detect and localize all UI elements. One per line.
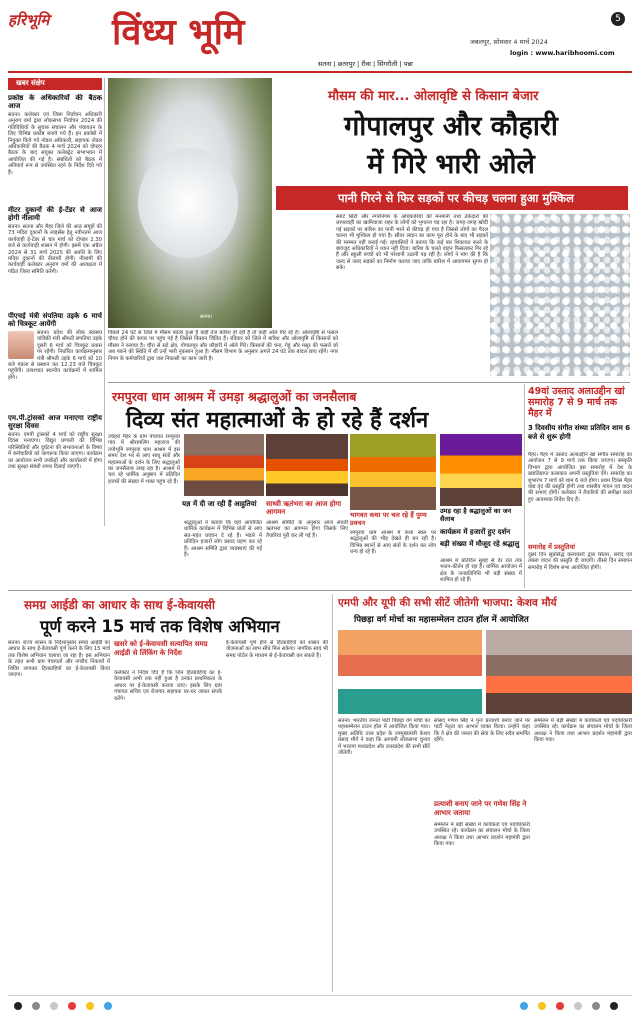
sidebar-item-head: मीटर दुकानों की ई-टेंडर से आज होगी नीलामी bbox=[8, 206, 102, 222]
sidebar-item bbox=[8, 94, 102, 204]
bjp-col-1: सतना। भारतीय जनता पार्टी पिछड़ा वर्ग मोर्चा का महासम्मेलन टाउन हॉल में आयोजित किया गया। मुख्य अतिथि उत्तर प्रदेश के उपमुख्यमंत्री केशव प्रसाद मौर्य ने कहा कि आगामी लोकसभा चुनाव में भाजपा मध्यप्रदेश और उत्तरप्रदेश की सभी सीटें जीतेगी। bbox=[338, 718, 430, 757]
sidebar-item-head: एम.पी.ट्रांसको आज मनाएगा राष्ट्रीय सुरक्षा दिवस bbox=[8, 414, 102, 430]
ashram-crowd-photo-2 bbox=[266, 434, 348, 496]
photo-credit: सतना। bbox=[200, 314, 213, 320]
ashram-col-1-text: उचेहरा मैहर के ग्राम पंचायत रमपुरवा गांव में श्रीरामलिंग महाराज की तपोभूमि रमपुरवा धाम आश्रम में इस समय देश भर से आए साधु संतों और महात्माओं के दर्शन के लिए श्रद्धालुओं का जनसैलाब उमड़ रहा है। आश्रम में चल रहे धार्मिक अनुष्ठान में प्रतिदिन हजारों की संख्या में भक्त पहुंच रहे हैं। bbox=[108, 434, 180, 485]
color-dot bbox=[32, 1002, 40, 1010]
sidebar-divider bbox=[104, 78, 105, 526]
masthead-title: विंध्य भूमि bbox=[112, 12, 245, 53]
festival-headline: 49वां उस्ताद अलाउद्दीन खां समारोह 7 से 9 मार्च तक मैहर में bbox=[528, 386, 625, 419]
festival-body: मैहर। मैहर में उस्ताद अलाउद्दीन खां संगीत समारोह का आयोजन 7 से 9 मार्च तक किया जाएगा। संस्कृति विभाग द्वारा आयोजित इस समारोह में देश के ख्यातिप्राप्त कलाकार अपनी प्रस्तुतियां देंगे। समारोह का शुभारंभ 7 मार्च को शाम 6 बजे होगा। प्रथम दिवस मैहर वाद्य वृंद की प्रस्तुति होगी तथा शास्त्रीय गायन एवं वादन की सभाएं होंगी। कलेक्टर ने तैयारियों की समीक्षा करते हुए आवश्यक निर्देश दिए हैं। bbox=[528, 452, 632, 503]
ashram-headline: दिव्य संत महात्माओं के हो रहे हैं दर्शन bbox=[126, 408, 429, 433]
news-brief-header-label: खबर संक्षेप bbox=[16, 79, 45, 87]
ekyc-col-1: सतना। राज्य शासन के निर्देशानुसार समग्र आईडी का आधार के साथ ई-केवायसी पूर्ण करने के लिए 15 मार्च तक विशेष अभियान चलाया जा रहा है। इस अभियान के तहत सभी ग्राम पंचायतों और नगरीय निकायों में शिविर लगाकर हितग्राहियों का ई-केवायसी किया जाएगा। bbox=[8, 640, 110, 679]
sidebar-item-head: पीएचई मंत्री संपतिया उइके 6 मार्च को चित्रकूट आयेंगी bbox=[8, 312, 102, 328]
sidebar-item-body: सतना। सतना और मैहर जिले की आठ समूहों की 73 मदिरा दुकानों के लाइसेंस हेतु नवीनतम आज कार्यवाही ई-टेंडर से चार मार्च को दोपहर 2.30 बजे से कार्यवाही शासन में होगी। इसमें एक अप्रैल 2024 से 31 मार्च 2025 की अवधि के लिए मदिरा दुकानों की नीलामी होगी। नीलामी की कार्यवाही कलेक्टर अनुराग वर्मा की अध्यक्षता में गठित जिला समिति करेगी। bbox=[8, 224, 102, 275]
ekyc-subhead: खसरे को ई-केवायसी सत्यापित समग्र आईडी से लिंकिंग के निर्देश bbox=[114, 640, 208, 657]
festival-body-2: दूसरे दिन सुप्रसिद्ध कलाकारों द्वारा सितार, सरोद एवं तबला वादन की प्रस्तुति दी जाएगी। तीसरे दिन समापन समारोह में विशेष सभा आयोजित होगी। bbox=[528, 552, 632, 571]
ashram-col-3: आश्रम समिति के अनुसार आज साध्वी ऋतंभरा का आगमन होगा जिसके लिए तैयारियां पूरी कर ली गई हैं। bbox=[266, 520, 348, 539]
color-dot bbox=[574, 1002, 582, 1010]
ashram-kicker: रमपुरवा धाम आश्रम में उमड़ा श्रद्धालुओं का जनसैलाब bbox=[112, 389, 357, 404]
color-dot bbox=[610, 1002, 618, 1010]
ashram-col-4: रमपुरवा धाम आश्रम में कथा स्थल पर श्रद्धालुओं की भीड़ देखते ही बन रही है। विभिन्न स्थानों से आए संतों के दर्शन कर लोग धन्य हो रहे हैं। bbox=[350, 530, 436, 556]
hailstones-in-hand-photo bbox=[108, 78, 272, 328]
site-url: login : www.haribhoomi.com bbox=[510, 49, 615, 57]
section-rule bbox=[108, 382, 630, 383]
lead-headline bbox=[276, 108, 626, 184]
color-dot bbox=[556, 1002, 564, 1010]
ashram-gathering-photo bbox=[350, 434, 436, 510]
bjp-col-2: सांसद गणेश सिंह ने पुनः प्रत्याशी बनाए जाने पर पार्टी नेतृत्व का आभार व्यक्त किया। उन्होंने कहा कि वे क्षेत्र की जनता की सेवा के लिए सदैव समर्पित रहेंगे। bbox=[434, 718, 530, 744]
ashram-col-1 bbox=[108, 434, 180, 524]
color-dot bbox=[538, 1002, 546, 1010]
sidebar-item-body: सतना। कलेक्टर एवं जिला निर्वाचन अधिकारी अनुराग वर्मा द्वारा लोकसभा निर्वाचन 2024 की गतिविधियों के सुचारु संचालन और पंचायतन के लिए विभिन्न प्रकोष्ठ बनाये गये हैं। इन प्रकोष्ठों में नियुक्त किये गये नोडल अधिकारी, सहायक नोडल अधिकारियों की बैठक 4 मार्च 2024 को दोपहर बैठक के बाद संयुक्त कलेक्ट्रेट सभाभवन में आयोजित की गई है। संबंधितों को बैठक में अनिवार्य रूप से उपस्थित रहने के निर्देश दिये गये हैं। bbox=[8, 112, 102, 176]
ashram-devotees-photo bbox=[440, 434, 522, 506]
ekyc-kicker: समग्र आईडी का आधार के साथ ई-केवायसी bbox=[24, 598, 215, 612]
ekyc-headline: पूर्ण करने 15 मार्च तक विशेष अभियान bbox=[40, 617, 280, 636]
bjp-col-3: सम्मेलन में बड़ी संख्या में कार्यकर्ता एवं पदाधिकारी उपस्थित रहे। कार्यक्रम का संचालन मोर्चा के जिला अध्यक्ष ने किया तथा आभार प्रदर्शन महामंत्री द्वारा किया गया। bbox=[534, 718, 632, 744]
registration-dots-left bbox=[14, 1002, 112, 1010]
color-dot bbox=[50, 1002, 58, 1010]
audience-photo bbox=[486, 630, 632, 714]
ekyc-col-2: कलेक्टर ने निर्देश दिए हैं कि जिन हितग्राहियों का ई-केवायसी अभी तक नहीं हुआ है उनका प्राथमिकता के आधार पर ई-केवायसी कराया जाए। इसके लिए ग्राम पंचायत सचिव एवं रोजगार सहायक घर-घर जाकर संपर्क करेंगे। bbox=[114, 670, 222, 702]
stage-leaders-photo bbox=[338, 630, 482, 714]
minister-portrait bbox=[8, 331, 34, 359]
color-dot bbox=[520, 1002, 528, 1010]
ashram-col-5: आश्रम में प्रतिदिन सुबह से देर रात तक भजन-कीर्तन हो रहा है। धार्मिक आयोजन में क्षेत्र के जनप्रतिनिधि भी बड़ी संख्या में शामिल हो रहे हैं। bbox=[440, 558, 522, 584]
ashram-crowd-photo-1 bbox=[184, 434, 264, 496]
color-dot bbox=[592, 1002, 600, 1010]
ashram-subhead-4: बड़ी संख्या में मौजूद रहे श्रद्धालु bbox=[440, 540, 520, 548]
lead-kicker: मौसम की मार... ओलावृष्टि से किसान बेजार bbox=[328, 89, 539, 104]
ashram-caption-2: उमड़ रहा है श्रद्धालुओं का जन सैलाब bbox=[440, 507, 512, 523]
footer-rule bbox=[8, 995, 632, 996]
lead-body-left: पिछले 24 घंटे से जिले में मौसम बदला हुआ है कहीं तेज बारिश हो रही है तो कहीं ओले गिर रहे हैं। ओलावृष्टि से फसल चौपट होने की कगार पर पहुंच गई है जिससे किसान चिंतित हैं। रविवार को जिले में बारिश और ओलावृष्टि से किसानों को मौसम ने रुलाया है। चौरा से सटे क्षेत्र, गोपालपुर और कौहारी में ओले गिरे। किसानों की चना, गेहूं और मसूर की फसलें जो अब पकने की स्थिति में थीं उन्हें भारी नुकसान हुआ है। मौसम विभाग के अनुसार अगले 24 घंटे तक बादल छाए रहेंगे। नगर निगम के कर्मचारियों द्वारा जल निकासी का काम जारी है। bbox=[108, 330, 338, 362]
ashram-caption-1: भागवत कथा पर चल रहे हैं पुण्य प्रवचन bbox=[350, 511, 427, 527]
page-number: 5 bbox=[611, 12, 625, 26]
ekyc-col-3: ई-केवायसी पूर्ण होने से हितग्राहियों को शासन की योजनाओं का लाभ सीधे मिल सकेगा। नागरिक स्वयं भी समग्र पोर्टल के माध्यम से ई-केवायसी कर सकते हैं। bbox=[226, 640, 328, 659]
sidebar-item bbox=[8, 312, 102, 410]
haribhoomi-logo: हरिभूमि bbox=[8, 11, 50, 29]
sidebar-item-head: प्रकोष्ठ के अधिकारियों की बैठक आज bbox=[8, 94, 102, 110]
sidebar-item bbox=[8, 206, 102, 310]
festival-subhead-2: समारोह में प्रस्तुतियां bbox=[528, 543, 575, 551]
lead-body-right: स्मार्ट सिटी और नगरनिगम के अधिकारियों की मनमानी तथा ठेकेदारों की लापरवाही का खामियाजा शहर के लोगों को भुगतना पड़ रहा है। जगह-जगह खोदी गई सड़कों पर बारिश का पानी भरने से कीचड़ हो गया है जिससे लोगों का पैदल चलना भी मुश्किल हो गया है। सीवर लाइन का काम पूरा होने के बाद भी सड़कों की मरम्मत नहीं कराई गई। रहवासियों ने बताया कि कई बार शिकायत करने के बावजूद अधिकारियों ने ध्यान नहीं दिया। बारिश के चलते वाहन फिसलकर गिर रहे हैं और स्कूली बच्चों को भी परेशानी उठानी पड़ रही है। लोगों ने मांग की है कि जल्द से जल्द सड़कों का निर्माण कराया जाए ताकि बारिश में आवागमन सुगम हो सके। bbox=[336, 214, 488, 272]
ashram-subhead-1: यज्ञ में दी जा रही हैं आहुतियां bbox=[182, 500, 257, 508]
lead-subhead: पानी गिरने से फिर सड़कों पर कीचड़ चलना हुआ मुश्किल bbox=[338, 191, 574, 205]
dateline: जबलपुर, सोमवार 4 मार्च 2024 bbox=[470, 38, 548, 46]
masthead-rule bbox=[8, 71, 632, 73]
bjp-col-2b: सम्मेलन में बड़ी संख्या में कार्यकर्ता एवं पदाधिकारी उपस्थित रहे। कार्यक्रम का संचालन मोर्चा के जिला अध्यक्ष ने किया तथा आभार प्रदर्शन महामंत्री द्वारा किया गया। bbox=[434, 822, 530, 848]
hail-on-ground-photo bbox=[490, 214, 630, 376]
color-dot bbox=[86, 1002, 94, 1010]
bjp-subhead-2: प्रत्याशी बनाए जाने पर गणेश सिंह ने आभार जताया bbox=[434, 800, 527, 817]
lead-headline-line: में गिरे भारी ओले bbox=[367, 149, 535, 180]
ashram-subhead-2: साध्वी ऋतंभरा का आज होगा आगमन bbox=[266, 500, 342, 516]
sidebar-item-body: सतना। प्रदेश की लोक स्वास्थ्य यांत्रिकी मंत्री श्रीमती संपतिया उइके दूसरी 6 मार्च को चित्रकूट प्रवास पर रहेंगी। निर्धारित कार्यक्रमानुसार मंत्री श्रीमती उइके 6 मार्च को 10 बजे मंडला से प्रस्थान कर 12.23 बजे चित्रकूट पहुंचेंगी। तत्पश्चात स्थानीय कार्यक्रमों में शामिल होंगे। bbox=[8, 330, 102, 381]
bjp-subhead: पिछड़ा वर्ग मोर्चा का महासम्मेलन टाउन हॉल में आयोजित bbox=[354, 615, 529, 625]
festival-subhead: 3 दिवसीय संगीत संध्या प्रतिदिन शाम 6 बजे से शुरू होगी bbox=[528, 424, 631, 441]
lead-headline-line: गोपालपुर और कौहारी bbox=[344, 111, 558, 142]
bjp-kicker: एमपी और यूपी की सभी सीटें जीतेगी भाजपा: केशव मौर्य bbox=[338, 597, 557, 609]
ashram-col-2: श्रद्धालुओं ने बताया कि यहां आयोजित धार्मिक कार्यक्रम में विभिन्न प्रांतों से आए संत-महंत प्रवचन दे रहे हैं। भंडारे में प्रतिदिन हजारों लोग प्रसाद ग्रहण कर रहे हैं। आश्रम समिति द्वारा व्यवस्थाएं की गई हैं। bbox=[184, 520, 262, 559]
section-rule bbox=[8, 590, 632, 591]
color-dot bbox=[14, 1002, 22, 1010]
registration-dots-right bbox=[520, 1002, 618, 1010]
festival-divider bbox=[524, 384, 525, 588]
masthead bbox=[0, 0, 640, 68]
color-dot bbox=[104, 1002, 112, 1010]
sidebar-item bbox=[8, 414, 102, 524]
bottom-divider bbox=[332, 594, 333, 992]
ashram-subhead-3: कार्यक्रम में हजारों हुए दर्शन bbox=[440, 528, 511, 536]
sidebar-item-body: सतना। एमपी ट्रांसको 4 मार्च को राष्ट्रीय सुरक्षा दिवस मनाएगा। विद्युत प्रणाली की विभिन्न परिस्थितियों और दुर्घटना की संभावनाओं के विषय में कर्मचारियों को जागरूक किया जाएगा। कार्यक्रम का आयोजन सभी उपकेंद्रों और कार्यालयों में होगा तथा सुरक्षा संबंधी शपथ दिलाई जाएगी। bbox=[8, 432, 102, 471]
color-dot bbox=[68, 1002, 76, 1010]
regions-strip: सतना | छतरपुर | रीवा | सिंगरौली | पन्ना bbox=[318, 60, 413, 68]
